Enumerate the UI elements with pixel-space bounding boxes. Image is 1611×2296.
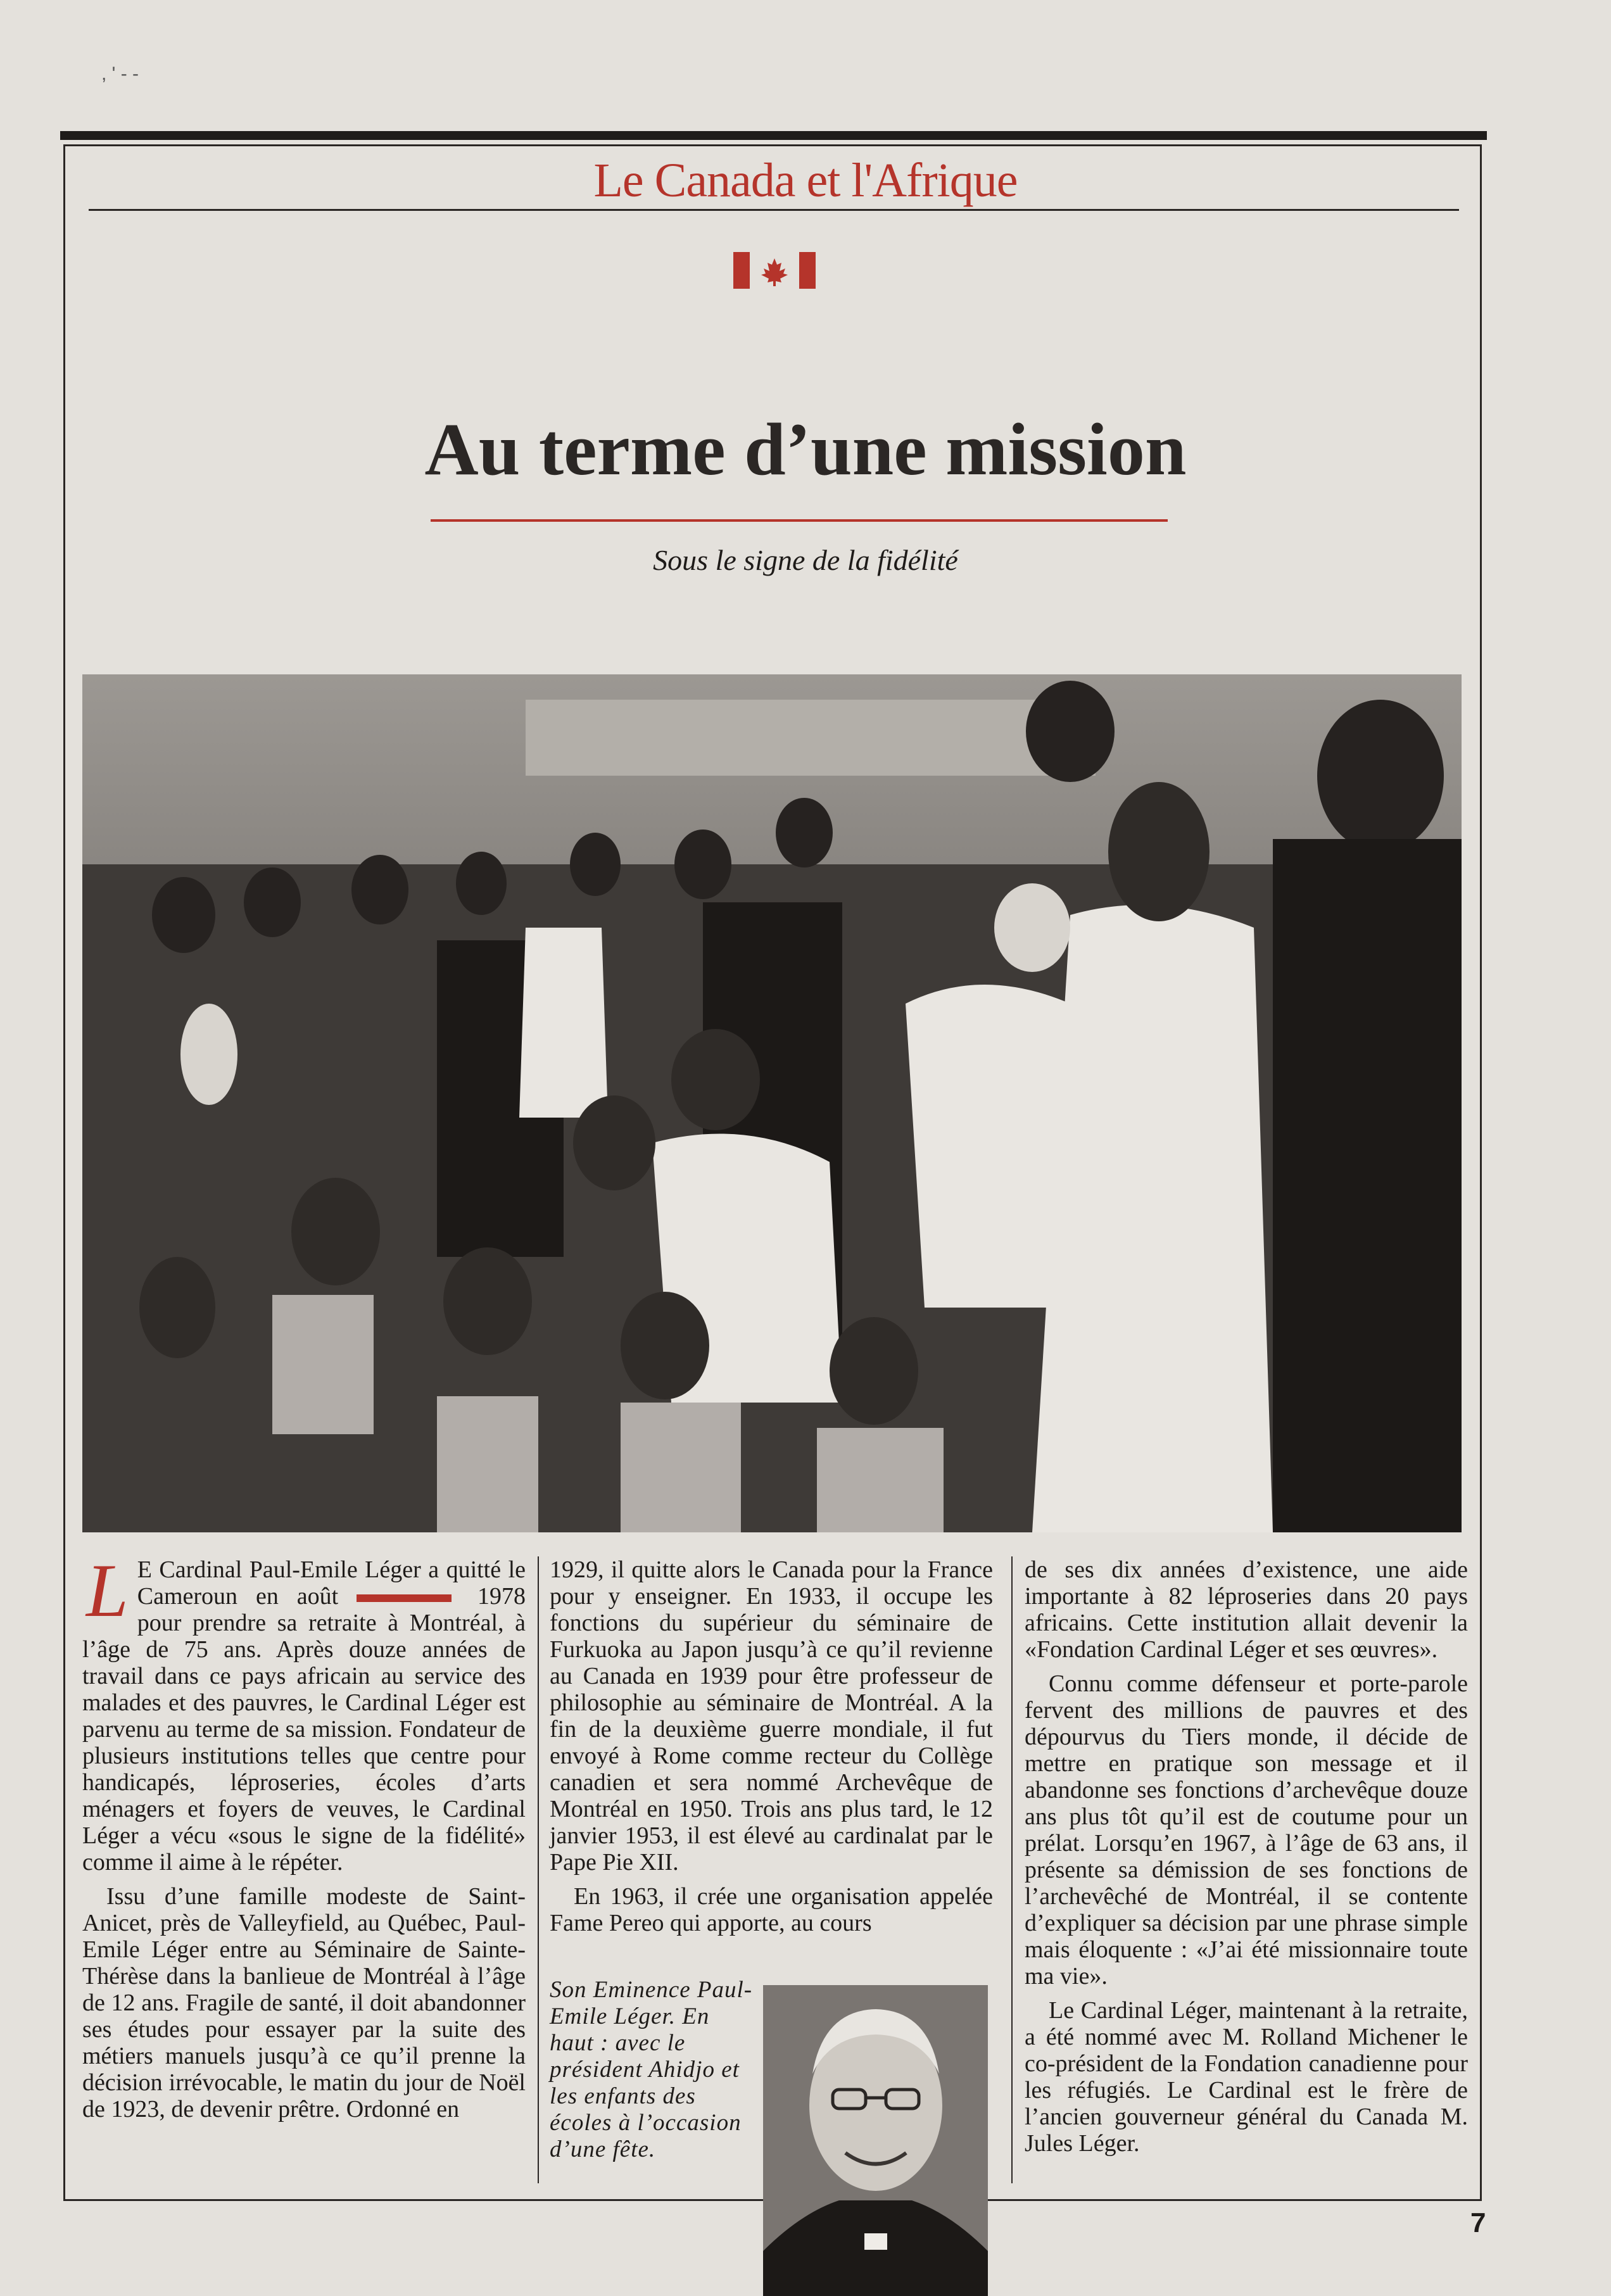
- ceremony-photo-illustration: [82, 674, 1462, 1532]
- lead-text: E Cardinal Paul-Emile Léger a quitté le Cameroun en août: [137, 1556, 526, 1610]
- page-number: 7: [1470, 2207, 1486, 2238]
- title-rule: [431, 519, 1168, 522]
- paragraph: Issu d’une famille modeste de Saint-Anicet, près de Valleyfield, au Québec, Paul-Emile Léger entre au Séminaire de Sainte-Thérèse dans la banlieue de Montréal à l’âge de 12 ans. Fragile de santé, il doit abandonner ses études pour essayer par la suite des métiers manuels jusqu’à ce qu’il prenne la décision irrévocable, le matin du jour de Noël de 1923, de devenir prêtre. Ordonné en: [82, 1883, 526, 2123]
- paragraph: Connu comme défenseur et porte-parole fervent des millions de pauvres et des dépourvus du Tiers monde, il décide de mettre en pratique son message et il abandonne ses fonctions d’archevêque douze ans plus tôt qu’il est de coutume pour un prélat. Lorsqu’en 1967, à l’âge de 63 ans, il présente sa démission de ses fonctions de l’archevêché de Montréal, il se contente d’expliquer sa décision par une phrase simple mais éloquente : «J’ai été missionnaire toute ma vie».: [1025, 1670, 1468, 1990]
- column-divider: [1011, 1556, 1013, 2183]
- article-column-3: [1025, 1556, 1468, 2190]
- canada-flag-icon: [733, 252, 816, 289]
- drop-cap: L: [86, 1548, 129, 1632]
- accent-bar: [357, 1594, 452, 1602]
- header-rule: [89, 209, 1459, 211]
- paragraph-text: 1978 pour prendre sa retraite à Montréal, à l’âge de 75 ans. Après douze années de travail dans ce pays africain au service des malades et des pauvres, le Cardinal Léger est parvenu au terme de sa mission. Fondateur de plusieurs institutions telles que centre pour handicapés, léproseries, écoles d’arts ménagers et foyers de veuves, le Cardinal Léger a vécu «sous le signe de la fidélité» comme il aime à le répéter.: [82, 1583, 526, 1876]
- column-divider: [538, 1556, 539, 2183]
- paragraph: En 1963, il crée une organisation appelée Fame Pereo qui apporte, au cours: [550, 1883, 993, 1936]
- paragraph: [82, 1548, 526, 1876]
- portrait-photo: [763, 1985, 988, 2296]
- paragraph: 1929, il quitte alors le Canada pour la France pour y enseigner. En 1933, il occupe les fonctions du supérieur du séminaire de Furkuoka au Japon jusqu’à ce qu’il revienne au Canada en 1939 pour être professeur de philosophie au séminaire de Montréal. A la fin de la deuxième guerre mondiale, il fut envoyé à Rome comme recteur du Collège canadien et sera nommé Archevêque de Montréal en 1950. Trois ans plus tard, le 12 janvier 1953, il est élevé au cardinalat par le Pape Pie XII.: [550, 1556, 993, 1876]
- scan-marks: , ' - -: [101, 63, 139, 84]
- article-column-1: [82, 1548, 526, 2190]
- paragraph: Le Cardinal Léger, maintenant à la retraite, a été nommé avec M. Rolland Michener le co-président de la Fondation canadienne pour les réfugiés. Le Cardinal est le frère de l’ancien gouverneur général du Canada M. Jules Léger.: [1025, 1997, 1468, 2157]
- top-border-rule: [60, 131, 1487, 140]
- section-header: Le Canada et l'Afrique: [593, 154, 1018, 207]
- paragraph: de ses dix années d’existence, une aide importante à 82 léproseries dans 20 pays africains. Cette institution allait devenir la «Fondation Cardinal Léger et ses œuvres».: [1025, 1556, 1468, 1663]
- photo-caption: Son Eminence Paul-Emile Léger. En haut : avec le président Ahidjo et les enfants des écoles à l’occasion d’une fête.: [550, 1977, 753, 2162]
- main-photo: [82, 674, 1462, 1532]
- article-subtitle: Sous le signe de la fidélité: [653, 544, 958, 576]
- article-title: Au terme d’une mission: [424, 408, 1187, 491]
- portrait-illustration: [763, 1985, 988, 2296]
